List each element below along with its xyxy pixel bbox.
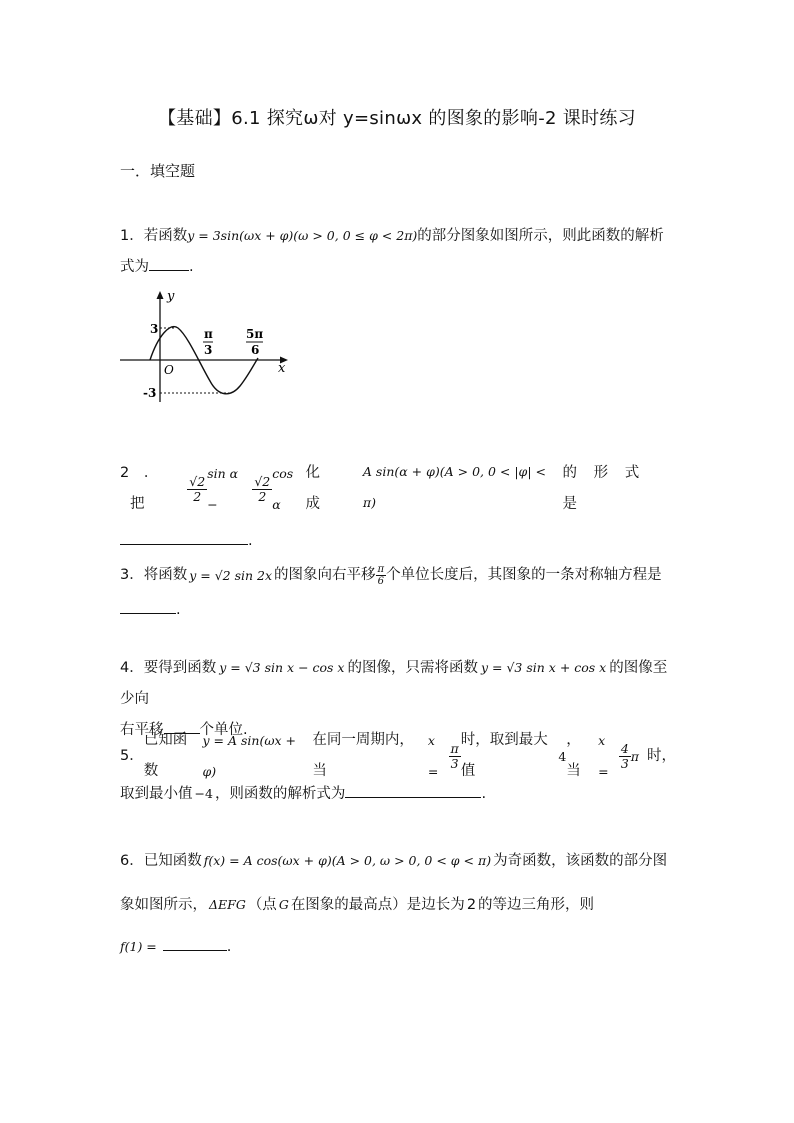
q2-period: .	[248, 533, 253, 549]
question-5	[120, 734, 676, 810]
q5-answer-blank[interactable]	[345, 783, 481, 798]
q4-mid: 的图像，只需将函数	[347, 660, 478, 676]
question-1	[120, 220, 676, 283]
q1-period: .	[189, 259, 194, 275]
q4-number: 4．	[120, 660, 144, 676]
q1-sine-graph	[118, 286, 298, 406]
q5-line2b: ，则函数的解析式为	[214, 786, 346, 802]
q6-line2a: 象如图所示，	[120, 897, 207, 913]
q3-prefix: 将函数	[143, 566, 188, 583]
q4-formula-2: y = √3 sin x + cos x	[480, 660, 607, 675]
q4-line2b: 个单位.	[199, 722, 248, 738]
q1-number: 1．	[120, 228, 144, 244]
q6-point-g: G	[278, 897, 289, 912]
q4-prefix: 要得到函数	[143, 660, 217, 676]
q2-number: 2	[120, 465, 130, 481]
q5-prefix: 已知函数	[143, 732, 188, 779]
page-title: 【基础】6.1 探究ω对 y=sinωx 的图象的影响-2 课时练习	[158, 108, 636, 129]
q6-suffix: 为奇函数，该函数的部分图	[493, 853, 668, 869]
q3-number: 3．	[120, 566, 144, 583]
q5-max: 4	[558, 748, 567, 764]
q6-period: .	[226, 939, 232, 955]
q5-number: 5．	[120, 747, 144, 764]
q2-expression	[187, 458, 305, 520]
q5-mid2: 时，取到最大值	[460, 732, 548, 779]
q3-suffix: 个单位长度后，其图象的一条对称轴方程是	[386, 566, 662, 583]
q6-triangle: ΔEFG	[209, 897, 246, 912]
q2-target-form: A sin(α + φ)(A > 0, 0 < |φ| < π)	[362, 464, 546, 510]
question-2	[120, 452, 676, 557]
tick-pi-3-num: π	[204, 327, 213, 341]
q5-x2-pi: π	[630, 748, 639, 764]
q6-line2d: 的等边三角形，则	[478, 897, 595, 913]
section-heading: 一．填空题	[120, 162, 196, 180]
origin-label: O	[164, 363, 174, 377]
tick-5pi-6-num: 5π	[246, 327, 264, 341]
q3-answer-blank[interactable]	[120, 599, 176, 614]
y-max-label: 3	[150, 322, 159, 336]
q6-line2c: 在图象的最高点）是边长为	[290, 897, 465, 913]
q1-answer-blank[interactable]	[149, 256, 189, 271]
q2-sin-part: sin α −	[207, 466, 239, 512]
q2-huacheng: 化 成	[305, 465, 328, 512]
q2-cos-part: cos α	[272, 466, 294, 512]
q5-mid: 在同一周期内，当	[312, 732, 414, 779]
q5-x2-left: x =	[598, 733, 609, 779]
q2-frac-2: $\frac{√2}{2}$	[254, 473, 271, 504]
y-axis-arrow	[157, 291, 164, 299]
q6-line2b: （点	[247, 897, 277, 913]
q6-prefix: 已知函数	[143, 853, 202, 869]
q1-prefix: 若函数	[143, 228, 188, 244]
y-axis-label: y	[167, 289, 175, 304]
q6-side: 2	[466, 897, 477, 913]
q5-x2-frac: $\frac{4}{3}$	[620, 740, 629, 771]
q1-suffix: 的部分图象如图所示，则此函数的解析	[417, 228, 664, 244]
tick-pi-3-den: 3	[204, 343, 213, 357]
question-6	[120, 845, 676, 963]
q2-frac-1: $\frac{√2}{2}$	[189, 473, 206, 504]
q5-x1-left: x =	[427, 733, 439, 779]
y-min-label: -3	[143, 386, 157, 400]
q5-end: 时，	[646, 747, 676, 764]
q3-frac: $\frac{\pi}{6}$	[377, 563, 385, 587]
q5-mid3: ，当	[566, 732, 581, 779]
q4-suffix: 的图像至少向	[120, 660, 668, 707]
q1-line2: 式为	[120, 259, 149, 275]
q1-formula: y = 3sin(ωx + φ)(ω > 0, 0 ≤ φ < 2π)	[187, 228, 418, 243]
q4-formula-1: y = √3 sin x − cos x	[219, 660, 345, 675]
q5-period: .	[481, 786, 487, 802]
q4-line2a: 右平移	[120, 722, 164, 738]
tick-5pi-6-den: 6	[251, 343, 260, 357]
q5-line2a: 取到最小值	[120, 786, 193, 802]
q6-number: 6．	[120, 853, 144, 869]
q3-formula: y = √2 sin 2x	[189, 567, 273, 583]
q6-f1: f(1) =	[120, 939, 157, 954]
q6-formula: f(x) = A cos(ωx + φ)(A > 0, ω > 0, 0 < φ < π)	[203, 853, 492, 868]
q2-end: 的 形 式 是	[562, 465, 646, 512]
q2-answer-blank[interactable]	[120, 530, 248, 545]
q2-ba: 把	[130, 496, 145, 512]
q3-period: .	[176, 602, 181, 618]
q5-formula: y = A sin(ωx + φ)	[202, 733, 297, 779]
question-3	[120, 555, 676, 626]
q3-mid: 的图象向右平移	[274, 566, 376, 583]
q5-min: −4	[194, 786, 213, 801]
x-axis-label: x	[278, 361, 286, 376]
q5-x1-frac: $\frac{\pi}{3}$	[450, 740, 459, 771]
q6-answer-blank[interactable]	[163, 936, 227, 951]
q2-number-group	[120, 458, 187, 526]
q2-dot: ．	[143, 465, 159, 481]
